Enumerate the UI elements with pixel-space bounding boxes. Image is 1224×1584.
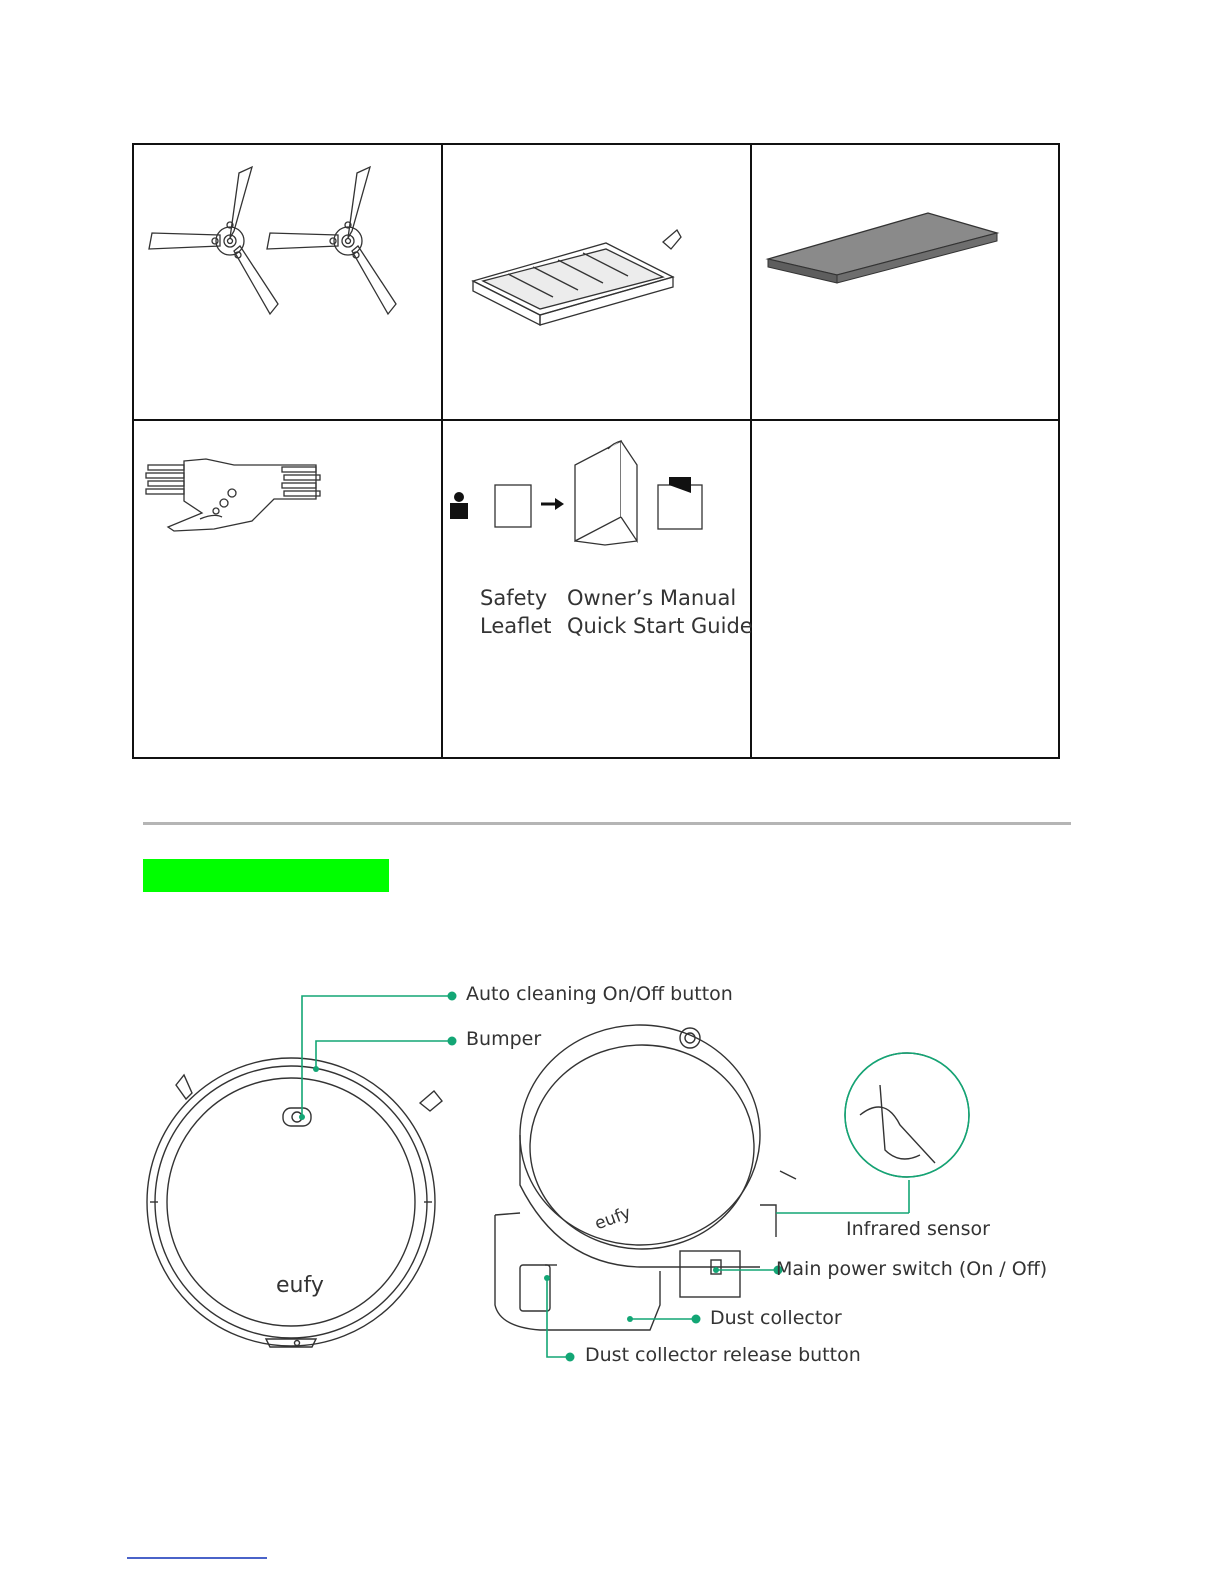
empty-cell: [752, 421, 1060, 759]
robot-top-view: [147, 1058, 442, 1347]
callout-bumper: Bumper: [466, 1028, 542, 1050]
footer-link-underline[interactable]: [127, 1557, 267, 1559]
documentation-icons: [443, 421, 750, 561]
foam-pad-icon: [752, 145, 1060, 419]
cleaning-tool-icon: [134, 421, 441, 621]
filter-icon: [443, 145, 750, 419]
callout-dust-collector-release: Dust collector release button: [585, 1344, 861, 1366]
brand-logo-top: eufy: [276, 1273, 324, 1298]
owners-manual-label: Owner’s Manual Quick Start Guide: [567, 586, 753, 638]
product-diagram: [140, 975, 1080, 1375]
callout-infrared-sensor: Infrared sensor: [846, 1218, 990, 1240]
filter-cell: [443, 145, 750, 419]
section-heading-highlight: [143, 859, 389, 892]
foam-pad-cell: [752, 145, 1060, 419]
callout-lines: [302, 996, 969, 1357]
side-brushes-cell: [134, 145, 441, 419]
package-contents-table: [132, 143, 1060, 759]
robot-vacuum-drawing: [140, 975, 1080, 1375]
safety-leaflet-label: Safety Leaflet: [480, 586, 552, 638]
side-brushes-icon: [134, 145, 441, 419]
callout-main-power-switch: Main power switch (On / Off): [776, 1258, 1048, 1280]
section-divider: [143, 822, 1071, 825]
brand-logo-angled: eufy: [592, 1202, 634, 1235]
cleaning-tool-cell: [134, 421, 441, 759]
callout-dust-collector: Dust collector: [710, 1307, 842, 1329]
robot-angled-view: [495, 1025, 969, 1330]
documentation-cell: [443, 421, 753, 759]
callout-auto-cleaning-button: Auto cleaning On/Off button: [466, 983, 733, 1005]
